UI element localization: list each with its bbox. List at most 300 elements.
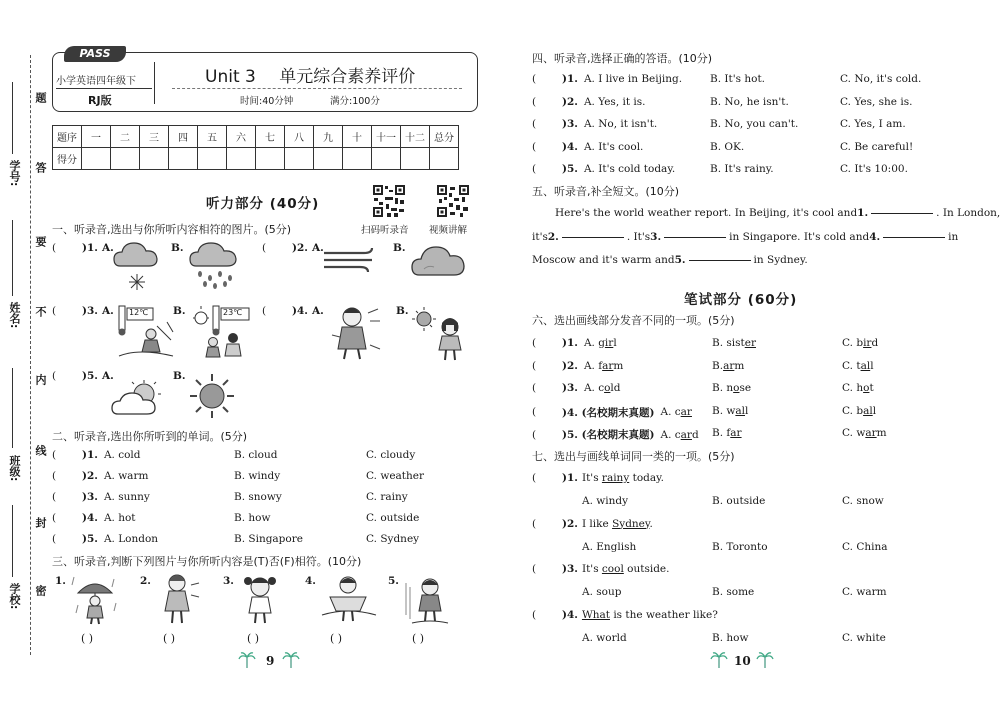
- question-row: [52, 470, 148, 482]
- wind-icon: [322, 245, 378, 275]
- option-a: A. warm: [103, 470, 149, 482]
- question-number: )4.: [292, 305, 308, 317]
- option-b-text: B.: [396, 305, 409, 317]
- score-head-cell: 十一: [372, 126, 401, 148]
- unit-title: [205, 62, 415, 87]
- option-b: B. some: [712, 586, 755, 598]
- option-b: B. OK.: [710, 140, 745, 153]
- blank-2[interactable]: [562, 237, 624, 238]
- option-c: C. Yes, she is.: [840, 95, 913, 108]
- option-text: d: [691, 428, 699, 441]
- answer-paren[interactable]: (: [532, 140, 537, 153]
- question-row: [262, 242, 324, 254]
- sun-icon: [188, 372, 236, 420]
- exam-time: 时间:40分钟: [240, 96, 294, 107]
- option-b: [712, 360, 744, 372]
- option-a: [661, 429, 699, 441]
- question-row: [532, 405, 692, 420]
- question-number: )5.: [82, 533, 98, 545]
- score-cell[interactable]: [140, 148, 169, 170]
- option-text: l: [870, 359, 874, 372]
- question-row: [52, 242, 114, 254]
- snowy-boy-icon: [404, 575, 450, 625]
- option-c: C. warm: [842, 586, 887, 598]
- answer-paren[interactable]: ( ): [163, 632, 176, 645]
- score-cell[interactable]: [372, 148, 401, 170]
- cold-person-icon: [330, 305, 382, 361]
- edition: RJ版: [88, 94, 112, 107]
- underlined-letters: ar: [865, 427, 877, 439]
- question-row: [532, 73, 682, 85]
- question-sentence: [582, 563, 670, 575]
- blank-number: 5.: [674, 254, 686, 266]
- option-text: C. t: [842, 359, 861, 372]
- answer-paren[interactable]: (: [262, 305, 267, 317]
- question-number: )2.: [82, 470, 98, 482]
- blank-1[interactable]: [871, 213, 933, 214]
- answer-paren[interactable]: ( ): [247, 632, 260, 645]
- option-b: [712, 382, 751, 394]
- question-row: [52, 305, 114, 317]
- option-text: A. f: [583, 359, 603, 372]
- section-4-title: 四、听录音,选择正确的答语。(10分): [532, 52, 713, 65]
- score-cell[interactable]: [256, 148, 285, 170]
- written-heading: 笔试部分 (60分): [684, 292, 798, 308]
- class-line[interactable]: [12, 368, 13, 448]
- name-line[interactable]: [12, 220, 13, 296]
- answer-paren[interactable]: (: [532, 517, 537, 530]
- picture-number: 2.: [140, 575, 151, 587]
- blank-number: 3.: [650, 231, 662, 243]
- rain-umbrella-icon: [70, 575, 120, 625]
- palm-tree-icon: [710, 652, 728, 668]
- cold-girl-icon: [155, 573, 201, 625]
- header-dash: [172, 88, 462, 89]
- partly-cloudy-icon: [110, 380, 166, 416]
- option-a: A. soup: [582, 586, 622, 598]
- score-cell[interactable]: [314, 148, 343, 170]
- option-c: C. cloudy: [366, 449, 416, 461]
- question-number: )3.: [562, 118, 578, 130]
- answer-paren[interactable]: (: [52, 470, 57, 482]
- picture-number: 1.: [55, 575, 66, 587]
- option-a: [584, 360, 623, 372]
- hot-girl-icon: [240, 573, 280, 625]
- answer-paren[interactable]: (: [532, 163, 537, 175]
- question-number: )1.: [562, 73, 578, 85]
- answer-paren[interactable]: (: [532, 406, 537, 418]
- underlined-word: rainy: [601, 472, 630, 484]
- score-head-cell: 五: [198, 126, 227, 148]
- question-row: [52, 512, 136, 524]
- question-sentence: [582, 518, 653, 530]
- underlined-letters: ir: [604, 337, 614, 349]
- score-head-cell: 总分: [430, 126, 459, 148]
- blank-number: 2.: [547, 231, 559, 243]
- option-a-label: A.: [101, 305, 114, 317]
- section-1-title: 一、听录音,选出与你所听内容相符的图片。(5分): [52, 223, 292, 236]
- passage-text: Here's the world weather report. In Beijing, it's cool and: [555, 207, 858, 219]
- palm-tree-icon: [282, 652, 300, 668]
- sentence-text: .: [649, 517, 653, 530]
- cloud-icon: [410, 243, 468, 279]
- score-table-row: [53, 148, 459, 170]
- question-number: )2.: [562, 95, 578, 108]
- blank-number: 1.: [857, 207, 869, 219]
- header-divider-v: [154, 62, 155, 104]
- option-c: [842, 337, 878, 349]
- student-number-line[interactable]: [12, 82, 13, 154]
- option-a-label: A.: [311, 305, 324, 317]
- underlined-letters: o: [604, 382, 611, 394]
- question-number: )4. (名校期末真题): [562, 406, 655, 419]
- underlined-letters: ar: [680, 428, 692, 441]
- question-number: )4.: [562, 140, 578, 153]
- passage-text: in Singapore. It's cold and: [729, 231, 870, 243]
- binding-label: 密: [34, 585, 47, 596]
- score-table-head: [53, 126, 459, 148]
- option-text: C. b: [842, 404, 864, 417]
- option-b: [712, 427, 742, 439]
- option-a: A. hot: [103, 512, 136, 524]
- score-table: [52, 125, 459, 170]
- option-text: C. b: [842, 337, 864, 349]
- answer-paren[interactable]: (: [532, 563, 537, 575]
- question-number: )1.: [562, 472, 578, 484]
- binding-label: 内: [34, 374, 47, 385]
- option-b: [712, 405, 748, 417]
- passage-line-2: [532, 231, 958, 243]
- section-2-title: 二、听录音,选出你所听到的单词。(5分): [52, 430, 248, 443]
- option-a-label: A.: [101, 370, 114, 382]
- student-number-label: 学号:: [8, 160, 21, 187]
- option-c: [842, 382, 874, 394]
- option-c: C. Yes, I am.: [840, 118, 906, 130]
- question-row: [532, 163, 675, 175]
- option-c: C. It's 10:00.: [840, 163, 908, 175]
- question-row: [532, 360, 623, 372]
- option-b-text: B.: [173, 305, 186, 317]
- qr-code-icon[interactable]: [372, 184, 406, 218]
- option-b-label: [173, 370, 186, 382]
- score-cell[interactable]: [430, 148, 459, 170]
- option-b-label: [171, 242, 184, 254]
- score-head-cell: 九: [314, 126, 343, 148]
- option-text: B. sist: [712, 337, 745, 349]
- underlined-letters: al: [735, 404, 746, 417]
- score-cell[interactable]: [227, 148, 256, 170]
- passage-text: . In London,: [936, 207, 1000, 219]
- option-text: A. c: [583, 382, 605, 394]
- underlined-letters: o: [733, 382, 740, 394]
- score-head-cell: 十二: [401, 126, 430, 148]
- qr-label-video: 视频讲解: [429, 225, 468, 236]
- answer-paren[interactable]: (: [52, 370, 57, 382]
- score-head-cell: 三: [140, 126, 169, 148]
- sentence-text: It's: [581, 563, 602, 575]
- school-label: 学校:: [8, 583, 21, 610]
- option-text: B. f: [712, 427, 731, 439]
- option-text: ld: [610, 382, 621, 394]
- answer-paren[interactable]: (: [532, 73, 537, 85]
- blank-4[interactable]: [883, 237, 945, 238]
- score-head-cell: 七: [256, 126, 285, 148]
- binding-label: 封: [34, 517, 47, 528]
- cloud-snow-icon: [112, 240, 162, 292]
- option-text: B. n: [712, 382, 734, 394]
- question-row: [52, 533, 158, 545]
- option-b: B. how: [712, 631, 749, 644]
- underlined-letters: ar: [723, 359, 735, 372]
- option-text: B.: [712, 359, 724, 372]
- option-text: C. w: [842, 427, 866, 439]
- listening-heading: 听力部分 (40分): [206, 196, 320, 212]
- question-row: [532, 518, 653, 530]
- option-a: A. I live in Beijing.: [583, 73, 683, 85]
- picture-number: 4.: [305, 575, 316, 587]
- answer-paren[interactable]: ( ): [81, 632, 94, 645]
- series-name: 小学英语四年级下: [56, 76, 136, 87]
- option-c: C. white: [842, 631, 886, 644]
- question-row: [532, 472, 664, 484]
- question-number: )3.: [82, 305, 98, 317]
- option-b: B. It's rainy.: [710, 163, 774, 175]
- question-number: )2.: [562, 359, 578, 372]
- score-row-label: 得分: [53, 148, 82, 170]
- option-b: B. No, you can't.: [710, 118, 799, 130]
- score-head-cell: 二: [111, 126, 140, 148]
- passage-text: in: [948, 231, 959, 243]
- question-row: [52, 449, 140, 461]
- sentence-text: is the weather like?: [609, 608, 718, 621]
- passage-text: Moscow and it's warm and: [532, 254, 675, 266]
- passage-text: . It's: [626, 231, 651, 243]
- passage-line-1: [555, 207, 1000, 219]
- option-a: A. cold: [103, 449, 141, 461]
- option-b: B. No, he isn't.: [710, 95, 789, 108]
- option-a-label: A.: [311, 242, 324, 254]
- option-c: C. weather: [366, 470, 425, 482]
- answer-paren[interactable]: (: [532, 608, 537, 621]
- option-b: B. snowy: [234, 491, 282, 503]
- blank-5[interactable]: [689, 260, 751, 261]
- option-c: C. outside: [366, 512, 420, 524]
- answer-paren[interactable]: (: [532, 337, 537, 349]
- question-number: )5.: [82, 370, 98, 382]
- option-text: A. g: [583, 337, 605, 349]
- sentence-text: outside.: [623, 563, 670, 575]
- class-label: 班级:: [8, 455, 21, 482]
- score-cell[interactable]: [111, 148, 140, 170]
- answer-paren[interactable]: (: [52, 305, 57, 317]
- qr-label-audio: 扫码听录音: [361, 225, 409, 236]
- option-a: [584, 337, 617, 349]
- answer-paren[interactable]: (: [532, 382, 537, 394]
- section-6-title: 六、选出画线部分发音不同的一项。(5分): [532, 314, 735, 327]
- page-title: 单元综合素养评价: [279, 67, 416, 87]
- picture-number: 5.: [388, 575, 399, 587]
- option-text: t: [869, 382, 874, 394]
- underlined-word: What: [581, 608, 610, 621]
- qr-code-icon[interactable]: [436, 184, 470, 218]
- option-text: A. c: [660, 428, 681, 441]
- option-b: B. Singapore: [234, 533, 303, 545]
- answer-paren[interactable]: (: [52, 242, 57, 254]
- answer-paren[interactable]: (: [52, 512, 57, 524]
- blank-3[interactable]: [664, 237, 726, 238]
- option-text: l: [613, 337, 617, 349]
- underlined-word: cool: [601, 563, 624, 575]
- option-text: l: [745, 404, 749, 417]
- question-number: )4.: [82, 512, 98, 524]
- question-number: )5. (名校期末真题): [562, 429, 655, 441]
- question-number: )1.: [82, 449, 98, 461]
- question-row: [262, 305, 324, 317]
- option-c: [842, 427, 887, 439]
- option-b: B. Toronto: [712, 540, 768, 553]
- question-row: [532, 563, 669, 575]
- option-b: B. cloud: [234, 449, 278, 461]
- option-a: A. English: [582, 540, 637, 553]
- option-text: l: [872, 404, 877, 417]
- option-b-text: B.: [173, 370, 186, 382]
- option-b-text: B.: [393, 242, 406, 254]
- question-row: [52, 491, 150, 503]
- temperature-label: 12℃: [129, 308, 149, 317]
- option-b-label: [393, 242, 406, 254]
- score-cell[interactable]: [82, 148, 111, 170]
- option-text: m: [876, 427, 887, 439]
- answer-paren[interactable]: (: [532, 95, 537, 108]
- option-text: se: [739, 382, 752, 394]
- question-number: )5.: [562, 163, 578, 175]
- school-line[interactable]: [12, 505, 13, 577]
- answer-paren[interactable]: (: [532, 359, 537, 372]
- option-c: C. Be careful!: [840, 140, 914, 153]
- option-c: [842, 405, 876, 417]
- option-text: B. w: [712, 404, 736, 417]
- option-text: m: [734, 359, 745, 372]
- answer-paren[interactable]: (: [532, 472, 537, 484]
- option-c: [842, 360, 874, 372]
- answer-paren[interactable]: ( ): [412, 632, 425, 645]
- option-a: A. London: [103, 533, 159, 545]
- underlined-letters: al: [860, 359, 871, 372]
- name-label: 姓名:: [8, 302, 21, 329]
- picture-number: 3.: [223, 575, 234, 587]
- score-head-cell: 题序: [53, 126, 82, 148]
- page-number: 10: [734, 654, 751, 668]
- binding-label: 答: [34, 162, 47, 173]
- option-a: A. No, it isn't.: [583, 118, 658, 130]
- answer-paren[interactable]: ( ): [330, 632, 343, 645]
- cloud-rain-icon: [188, 240, 242, 290]
- score-head-cell: 四: [169, 126, 198, 148]
- score-cell[interactable]: [343, 148, 372, 170]
- option-b: B. outside: [712, 495, 766, 507]
- underlined-letters: ir: [863, 337, 872, 349]
- option-text: A. c: [660, 406, 681, 418]
- question-sentence: [582, 609, 718, 621]
- sentence-text: I like: [581, 517, 613, 530]
- option-c: C. snow: [842, 495, 884, 507]
- option-a: A. world: [582, 631, 627, 644]
- page-number: 9: [266, 654, 275, 668]
- temperature-label: 23℃: [223, 308, 243, 317]
- option-a-label: A.: [101, 242, 114, 254]
- question-row: [532, 382, 621, 394]
- option-b-label: [396, 305, 409, 317]
- exam-full-score: 满分:100分: [330, 96, 380, 107]
- underlined-letters: ar: [680, 406, 692, 418]
- question-number: )3.: [562, 382, 578, 394]
- sentence-text: today.: [629, 472, 665, 484]
- question-row: [532, 337, 617, 349]
- answer-paren[interactable]: (: [52, 449, 57, 461]
- binding-label: 题: [34, 92, 47, 103]
- passage-text: in Sydney.: [753, 254, 808, 266]
- question-row: [532, 427, 699, 442]
- unit-label: Unit 3: [205, 67, 256, 87]
- binding-label: 线: [34, 445, 47, 456]
- question-number: )3.: [82, 491, 98, 503]
- option-b: B. windy: [234, 470, 281, 482]
- option-text: m: [613, 359, 624, 372]
- answer-paren[interactable]: (: [52, 533, 57, 545]
- option-c: C. No, it's cold.: [840, 73, 922, 85]
- option-c: C. rainy: [366, 491, 408, 503]
- score-cell[interactable]: [285, 148, 314, 170]
- question-row: [532, 141, 643, 153]
- pass-logo: PASS: [64, 46, 126, 62]
- passage-text: it's: [532, 231, 548, 243]
- question-number: )3.: [562, 563, 578, 575]
- option-b: [712, 337, 756, 349]
- answer-paren[interactable]: (: [52, 491, 57, 503]
- binding-label: 要: [34, 236, 47, 247]
- answer-paren[interactable]: (: [532, 118, 537, 130]
- section-3-title: 三、听录音,判断下列图片与你所听内容是(T)否(F)相符。(10分): [52, 555, 362, 568]
- underlined-letters: ar: [602, 359, 614, 372]
- answer-paren[interactable]: (: [262, 242, 267, 254]
- option-a: A. It's cold today.: [583, 163, 676, 175]
- option-b: B. It's hot.: [710, 73, 766, 85]
- score-cell[interactable]: [401, 148, 430, 170]
- score-head-cell: 八: [285, 126, 314, 148]
- score-cell[interactable]: [169, 148, 198, 170]
- score-head-cell: 一: [82, 126, 111, 148]
- score-cell[interactable]: [198, 148, 227, 170]
- question-number: )1.: [562, 337, 578, 349]
- option-a: [661, 406, 692, 418]
- question-number: )2.: [562, 517, 578, 530]
- question-row: [532, 96, 646, 108]
- option-a: A. Yes, it is.: [583, 95, 646, 108]
- palm-tree-icon: [756, 652, 774, 668]
- question-sentence: [582, 472, 664, 484]
- question-number: )1.: [82, 242, 98, 254]
- question-number: )4.: [562, 608, 578, 621]
- answer-paren[interactable]: (: [532, 428, 537, 441]
- binding-label: 不: [34, 306, 47, 317]
- option-a: A. It's cool.: [583, 140, 644, 153]
- option-b-text: B.: [171, 242, 184, 254]
- sentence-text: It's: [581, 472, 602, 484]
- question-row: [532, 609, 718, 621]
- option-c: C. Sydney: [366, 533, 420, 545]
- option-a: A. sunny: [103, 491, 150, 503]
- header-divider-h: [56, 88, 152, 89]
